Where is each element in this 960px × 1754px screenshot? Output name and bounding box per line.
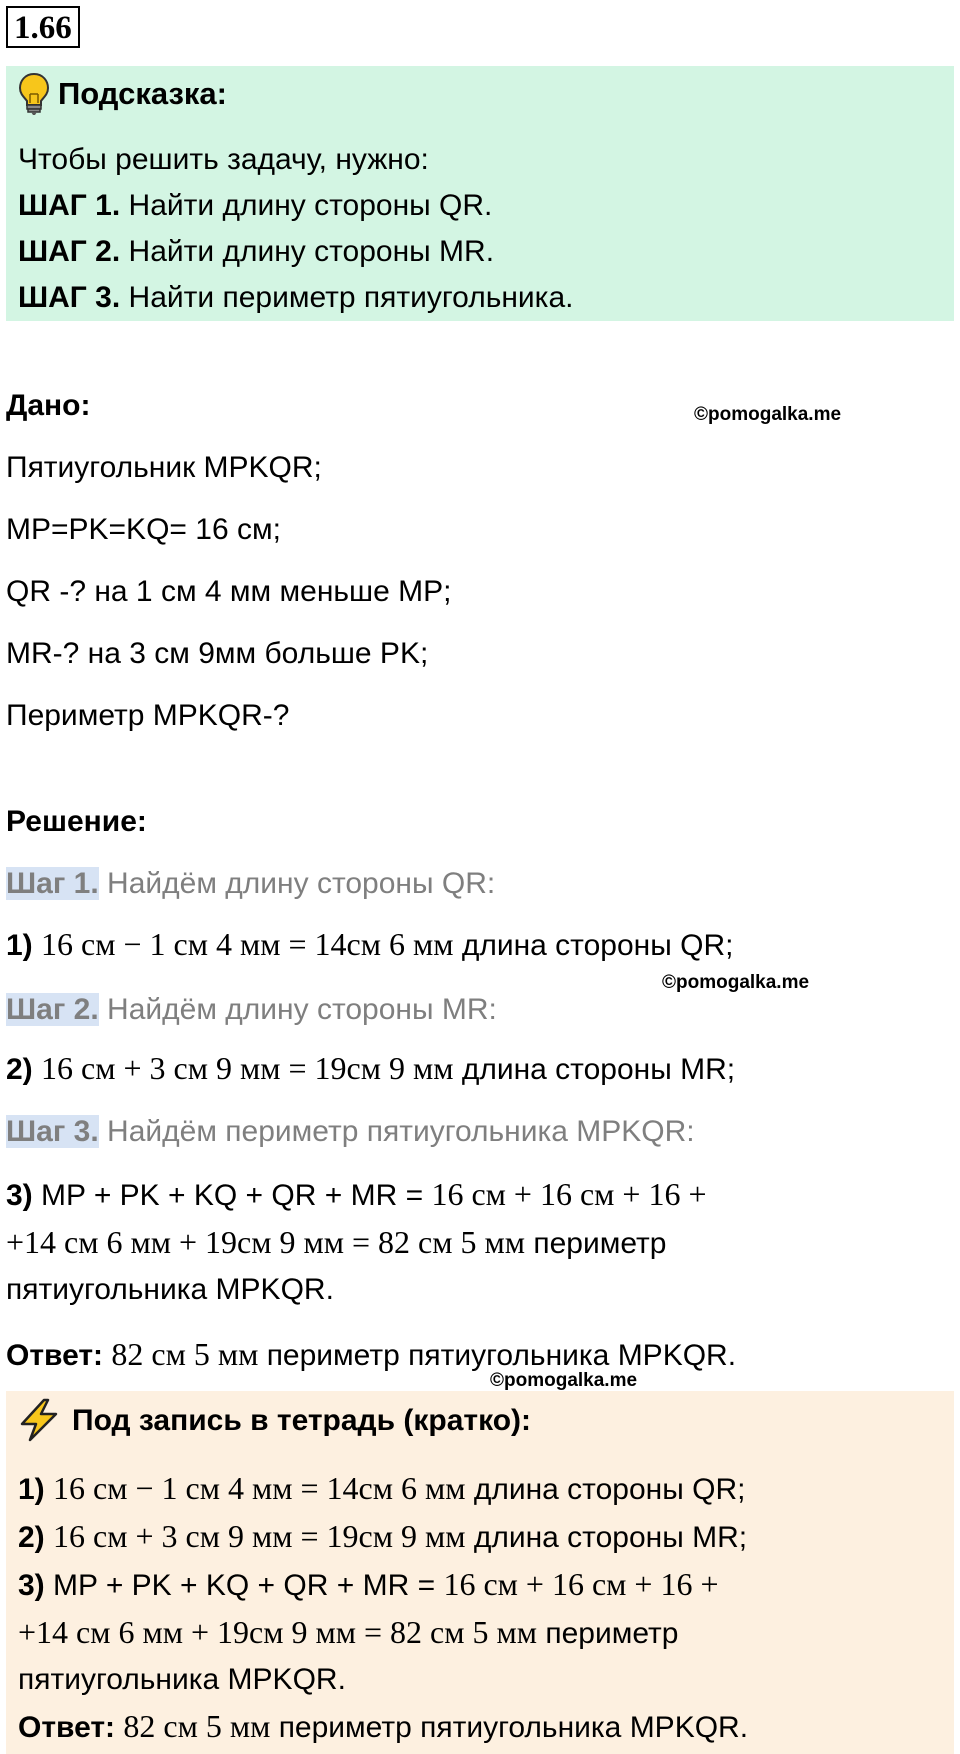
calc-line-2 bbox=[6, 1048, 735, 1090]
given-line: MR-? на 3 см 9мм больше PK; bbox=[6, 637, 429, 670]
hint-title: Подсказка: bbox=[58, 76, 227, 111]
hint-intro: Чтобы решить задачу, нужно: bbox=[18, 143, 429, 176]
calc-math: 16 см + 16 см + 16 + bbox=[431, 1176, 707, 1212]
calc-math: 16 см − 1 см 4 мм = 14см 6 мм bbox=[41, 926, 454, 962]
calc-line-3a bbox=[6, 1174, 707, 1216]
calc-number: 1) bbox=[18, 1473, 45, 1506]
solution-step-3 bbox=[6, 1112, 695, 1152]
hint-step-text: Найти периметр пятиугольника. bbox=[120, 281, 574, 314]
answer-label: Ответ: bbox=[6, 1339, 104, 1372]
calc-text: длина стороны MR; bbox=[473, 1521, 748, 1554]
step-label: Шаг 2. bbox=[6, 993, 99, 1026]
hint-step-label: ШАГ 3. bbox=[18, 281, 121, 314]
hint-step-label: ШАГ 2. bbox=[18, 235, 121, 268]
given-line: Периметр MPKQR-? bbox=[6, 699, 290, 732]
given-line: MP=PK=KQ= 16 см; bbox=[6, 513, 281, 546]
step-text: Найдём длину стороны MR: bbox=[98, 993, 497, 1026]
notebook-calc-3c: пятиугольника MPKQR. bbox=[18, 1663, 346, 1696]
step-text: Найдём периметр пятиугольника MPKQR: bbox=[98, 1115, 695, 1148]
calc-math: 16 см − 1 см 4 мм = 14см 6 мм bbox=[53, 1470, 466, 1506]
watermark: ©pomogalka.me bbox=[662, 972, 810, 993]
calc-math: 16 см + 3 см 9 мм = 19см 9 мм bbox=[41, 1050, 454, 1086]
solution-step-2 bbox=[6, 990, 497, 1030]
given-line: QR -? на 1 см 4 мм меньше MP; bbox=[6, 575, 452, 608]
watermark: ©pomogalka.me bbox=[490, 1370, 638, 1391]
calc-number: 2) bbox=[18, 1521, 45, 1554]
hint-step-text: Найти длину стороны QR. bbox=[120, 189, 493, 222]
lightbulb-icon bbox=[18, 72, 50, 116]
calc-line-3b bbox=[6, 1222, 666, 1264]
task-number: 1.66 bbox=[6, 6, 80, 48]
watermark: ©pomogalka.me bbox=[694, 404, 842, 425]
calc-number: 1) bbox=[6, 929, 33, 962]
calc-number: 3) bbox=[18, 1569, 45, 1602]
calc-number: 2) bbox=[6, 1053, 33, 1086]
hint-step-text: Найти длину стороны MR. bbox=[120, 235, 495, 268]
calc-math: +14 см 6 мм + 19см 9 мм = 82 см 5 мм bbox=[6, 1224, 525, 1260]
answer-math: 82 см 5 мм bbox=[123, 1708, 271, 1744]
step-text: Найдём длину стороны QR: bbox=[98, 867, 496, 900]
calc-text: MP + PK + KQ + QR + MR = bbox=[44, 1569, 436, 1602]
solution-title: Решение: bbox=[6, 805, 147, 838]
notebook-title: Под запись в тетрадь (кратко): bbox=[72, 1404, 532, 1437]
calc-text: длина стороны MR; bbox=[461, 1053, 736, 1086]
hint-step-label: ШАГ 1. bbox=[18, 189, 121, 222]
calc-text: длина стороны QR; bbox=[461, 929, 734, 962]
calc-text: MP + PK + KQ + QR + MR = bbox=[32, 1179, 424, 1212]
notebook-calc-2 bbox=[18, 1516, 747, 1558]
step-label: Шаг 1. bbox=[6, 867, 99, 900]
lightning-icon bbox=[18, 1398, 60, 1442]
answer-text: периметр пятиугольника MPKQR. bbox=[278, 1711, 749, 1744]
calc-text: длина стороны QR; bbox=[473, 1473, 746, 1506]
calc-line-1 bbox=[6, 924, 733, 966]
notebook-calc-3b bbox=[18, 1612, 678, 1654]
answer-math: 82 см 5 мм bbox=[111, 1336, 259, 1372]
calc-math: 16 см + 16 см + 16 + bbox=[443, 1566, 719, 1602]
calc-text: периметр bbox=[533, 1227, 667, 1260]
notebook-answer bbox=[18, 1706, 748, 1748]
calc-number: 3) bbox=[6, 1179, 33, 1212]
given-line: Пятиугольник MPKQR; bbox=[6, 451, 322, 484]
given-title: Дано: bbox=[6, 389, 91, 422]
solution-step-1 bbox=[6, 864, 495, 904]
answer-text: периметр пятиугольника MPKQR. bbox=[266, 1339, 737, 1372]
notebook-calc-1 bbox=[18, 1468, 745, 1510]
calc-text: периметр bbox=[545, 1617, 679, 1650]
notebook-calc-3a bbox=[18, 1564, 719, 1606]
hint-step-3 bbox=[18, 278, 573, 318]
calc-math: +14 см 6 мм + 19см 9 мм = 82 см 5 мм bbox=[18, 1614, 537, 1650]
calc-math: 16 см + 3 см 9 мм = 19см 9 мм bbox=[53, 1518, 466, 1554]
calc-line-3c: пятиугольника MPKQR. bbox=[6, 1273, 334, 1306]
step-label: Шаг 3. bbox=[6, 1115, 99, 1148]
answer-label: Ответ: bbox=[18, 1711, 116, 1744]
hint-step-2 bbox=[18, 232, 494, 272]
hint-step-1 bbox=[18, 186, 492, 226]
